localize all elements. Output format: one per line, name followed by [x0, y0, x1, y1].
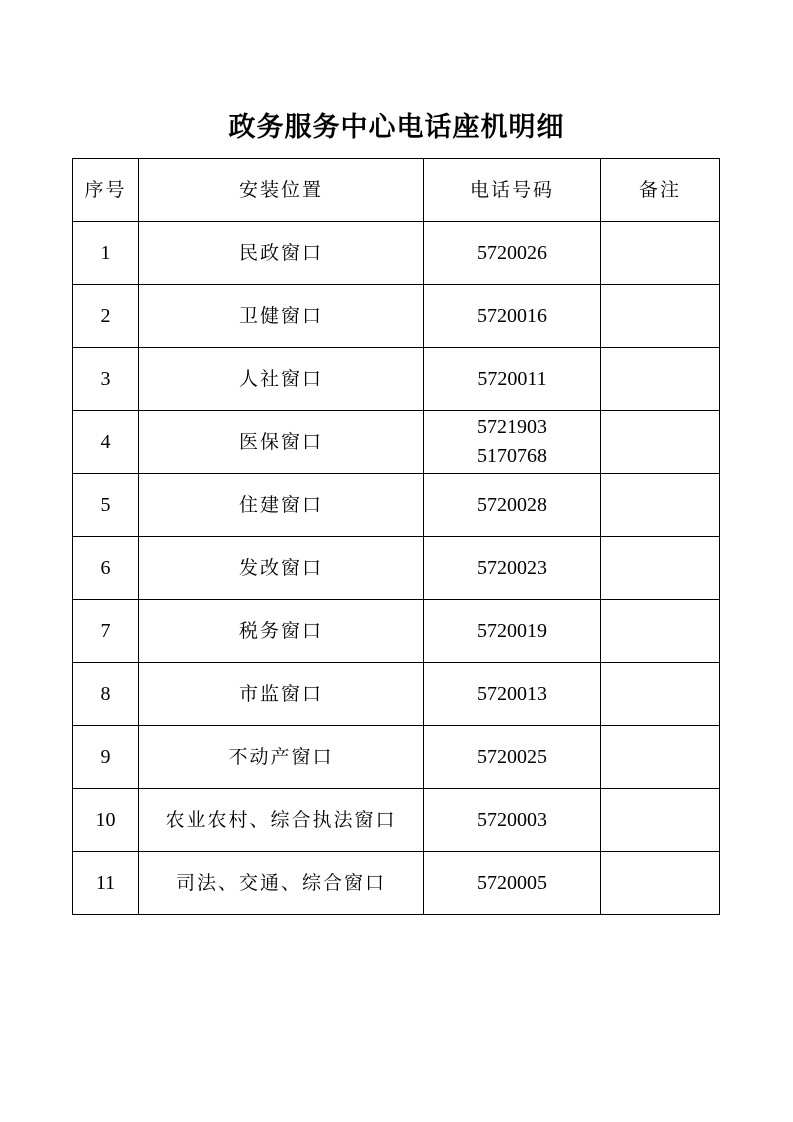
phone-number: 5720026 — [477, 241, 547, 264]
row-location: 住建窗口 — [139, 474, 424, 537]
row-index: 9 — [73, 726, 139, 789]
row-note — [601, 411, 720, 474]
header-note: 备注 — [601, 159, 720, 222]
row-phone — [424, 663, 601, 726]
row-index: 10 — [73, 789, 139, 852]
row-phone — [424, 726, 601, 789]
table-row — [73, 348, 720, 411]
row-location: 不动产窗口 — [139, 726, 424, 789]
table-row — [73, 789, 720, 852]
row-index: 4 — [73, 411, 139, 474]
table-row — [73, 663, 720, 726]
row-location: 卫健窗口 — [139, 285, 424, 348]
row-location: 人社窗口 — [139, 348, 424, 411]
phone-number: 5720013 — [477, 682, 547, 705]
row-location: 发改窗口 — [139, 537, 424, 600]
row-index: 11 — [73, 852, 139, 915]
table-header-row — [73, 159, 720, 222]
table-row — [73, 726, 720, 789]
row-phone — [424, 537, 601, 600]
phone-number: 5721903 — [477, 416, 547, 438]
row-phone — [424, 600, 601, 663]
table-row — [73, 411, 720, 474]
row-phone — [424, 348, 601, 411]
row-index: 6 — [73, 537, 139, 600]
table-row — [73, 600, 720, 663]
phone-directory-table — [72, 158, 720, 915]
phone-number: 5720003 — [477, 808, 547, 831]
phone-number: 5720005 — [477, 871, 547, 894]
header-location: 安装位置 — [139, 159, 424, 222]
table-row — [73, 474, 720, 537]
row-location: 市监窗口 — [139, 663, 424, 726]
row-index: 7 — [73, 600, 139, 663]
table-row — [73, 537, 720, 600]
row-phone — [424, 474, 601, 537]
row-note — [601, 222, 720, 285]
phone-number: 5720019 — [477, 619, 547, 642]
row-phone — [424, 852, 601, 915]
header-phone: 电话号码 — [424, 159, 601, 222]
phone-number: 5720016 — [477, 304, 547, 327]
row-note — [601, 789, 720, 852]
row-note — [601, 285, 720, 348]
row-index: 2 — [73, 285, 139, 348]
row-location: 司法、交通、综合窗口 — [139, 852, 424, 915]
row-note — [601, 600, 720, 663]
row-index: 5 — [73, 474, 139, 537]
row-location: 医保窗口 — [139, 411, 424, 474]
document-title: 政务服务中心电话座机明细 — [228, 112, 565, 143]
row-index: 8 — [73, 663, 139, 726]
table-row — [73, 285, 720, 348]
row-note — [601, 537, 720, 600]
row-note — [601, 726, 720, 789]
phone-number: 5720025 — [477, 745, 547, 768]
row-index: 3 — [73, 348, 139, 411]
phone-number: 5720028 — [477, 493, 547, 516]
row-phone — [424, 285, 601, 348]
row-index: 1 — [73, 222, 139, 285]
row-phone — [424, 411, 601, 474]
row-note — [601, 348, 720, 411]
table-body — [73, 222, 720, 915]
row-note — [601, 663, 720, 726]
header-index: 序号 — [73, 159, 139, 222]
table-row — [73, 852, 720, 915]
table-row — [73, 222, 720, 285]
row-note — [601, 852, 720, 915]
phone-number: 5170768 — [477, 445, 547, 467]
row-phone — [424, 222, 601, 285]
row-note — [601, 474, 720, 537]
row-location: 农业农村、综合执法窗口 — [139, 789, 424, 852]
row-location: 民政窗口 — [139, 222, 424, 285]
phone-number: 5720011 — [477, 367, 547, 390]
row-location: 税务窗口 — [139, 600, 424, 663]
row-phone — [424, 789, 601, 852]
phone-number: 5720023 — [477, 556, 547, 579]
